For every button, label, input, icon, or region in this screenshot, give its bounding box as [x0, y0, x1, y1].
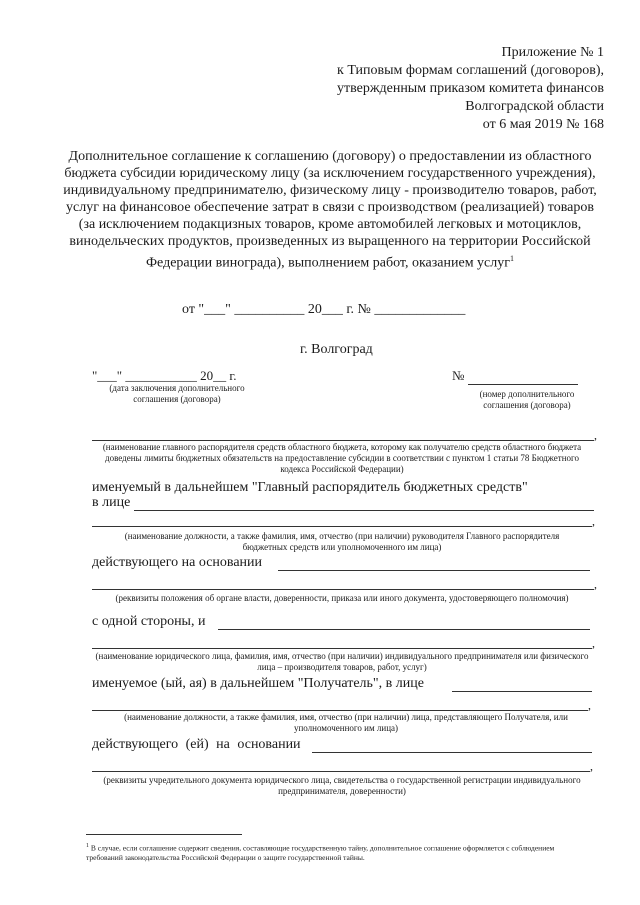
chief-person-field-2[interactable] [92, 526, 592, 527]
named-recipient-text: именуемое (ый, ая) в дальнейшем "Получатель", в лице [92, 676, 424, 691]
appendix-header [337, 44, 604, 134]
acting-basis-label: действующего на основании [92, 555, 263, 570]
comma: , [592, 636, 595, 650]
acting-basis2-field-2[interactable] [92, 771, 590, 772]
agreement-number-field[interactable] [468, 384, 578, 385]
footnote-mark: 1 [86, 843, 89, 849]
acting-basis2-field[interactable] [312, 752, 592, 753]
recipient-field[interactable] [218, 629, 590, 630]
city: г. Волгоград [300, 342, 373, 357]
agreement-date-caption: (дата заключения дополнительного соглашения (договора) [109, 383, 245, 404]
requisites-caption: (реквизиты положения об органе власти, доверенности, приказа или иного документа, удостоверяющего полномочия) [115, 593, 569, 603]
appendix-line3: утвержденным приказом комитета финансов [336, 81, 604, 96]
footnote-separator [86, 834, 242, 835]
title-footnote-mark: 1 [510, 254, 514, 263]
comma: , [592, 514, 595, 528]
acting-basis2-label: действующего (ей) на основании [92, 737, 301, 752]
appendix-date: от 6 мая 2019 № 168 [482, 117, 604, 132]
chief-position-caption: (наименование должности, а также фамилия, имя, отчество (при наличии) руководителя Главного распорядителя бюджетных средств или уполномоченного им лица) [124, 531, 560, 552]
comma: , [594, 428, 597, 442]
comma: , [590, 759, 593, 773]
in-person-label: в лице [92, 495, 131, 510]
agreement-number-mark: № [452, 368, 465, 383]
recipient-field-2[interactable] [92, 648, 592, 649]
recipient-person-field-2[interactable] [92, 710, 588, 711]
chief-distributor-field[interactable] [92, 440, 594, 441]
founding-caption: (реквизиты учредительного документа юридического лица, свидетельства о государственной регистрации индивидуального предпринимателя, доверенности) [103, 775, 581, 796]
title-from-line: от "___" __________ 20___ г. № _____________ [182, 302, 466, 317]
one-side-label: с одной стороны, и [92, 614, 206, 629]
agreement-date-line: "___" ___________ 20__ г. [92, 368, 237, 383]
footnote [86, 842, 586, 862]
recipient-position-caption: (наименование должности, а также фамилия, имя, отчество (при наличии) лица, представляющего Получателя, или уполномоченного им лица) [124, 712, 568, 733]
appendix-number: Приложение № 1 [501, 45, 604, 60]
recipient-person-field[interactable] [452, 691, 592, 692]
appendix-line4: Волгоградской области [465, 99, 604, 114]
acting-basis-field-2[interactable] [92, 589, 594, 590]
recipient-caption: (наименование юридического лица, фамилия, имя, отчество (при наличии) индивидуального предпринимателя или физического лица – производителя товаров, работ, услуг) [95, 651, 589, 672]
footnote-text: В случае, если соглашение содержит сведения, составляющие государственную тайну, дополнительное соглашение оформляется с соблюдением требований законодательства Российской Федерации о защите государственной тайны. [86, 843, 555, 862]
document-title [60, 148, 600, 272]
chief-distributor-caption: (наименование главного распорядителя средств областного бюджета, которому как получателю средств областного бюджета доведены лимиты бюджетных обязательств на предоставление субсидии в соответствии с пунктом 1 статьи 78 Бюджетного кодекса Российской Федерации) [102, 442, 582, 474]
comma: , [588, 698, 591, 712]
named-chief-text: именуемый в дальнейшем "Главный распорядитель бюджетных средств" [92, 480, 528, 495]
title-text: Дополнительное соглашение к соглашению (договору) о предоставлении из областного бюджета субсидии юридическому лицу (за исключением государственного учреждения), индивидуальному предпринимателю, физическому лицу - производителю товаров, работ, услуг на финансовое обеспечение затрат в связи с производством (реализацией) товаров (за исключением подакцизных товаров, кроме автомобилей легковых и мотоциклов, винодельческих продуктов, произведенных из выращенного на территории Российской Федерации винограда), выполнением работ, оказанием услуг [63, 149, 597, 271]
comma: , [594, 577, 597, 591]
acting-basis-field[interactable] [278, 570, 590, 571]
chief-person-field[interactable] [134, 510, 594, 511]
appendix-line2: к Типовым формам соглашений (договоров), [337, 63, 604, 78]
agreement-number-caption: (номер дополнительного соглашения (договора) [479, 389, 575, 410]
